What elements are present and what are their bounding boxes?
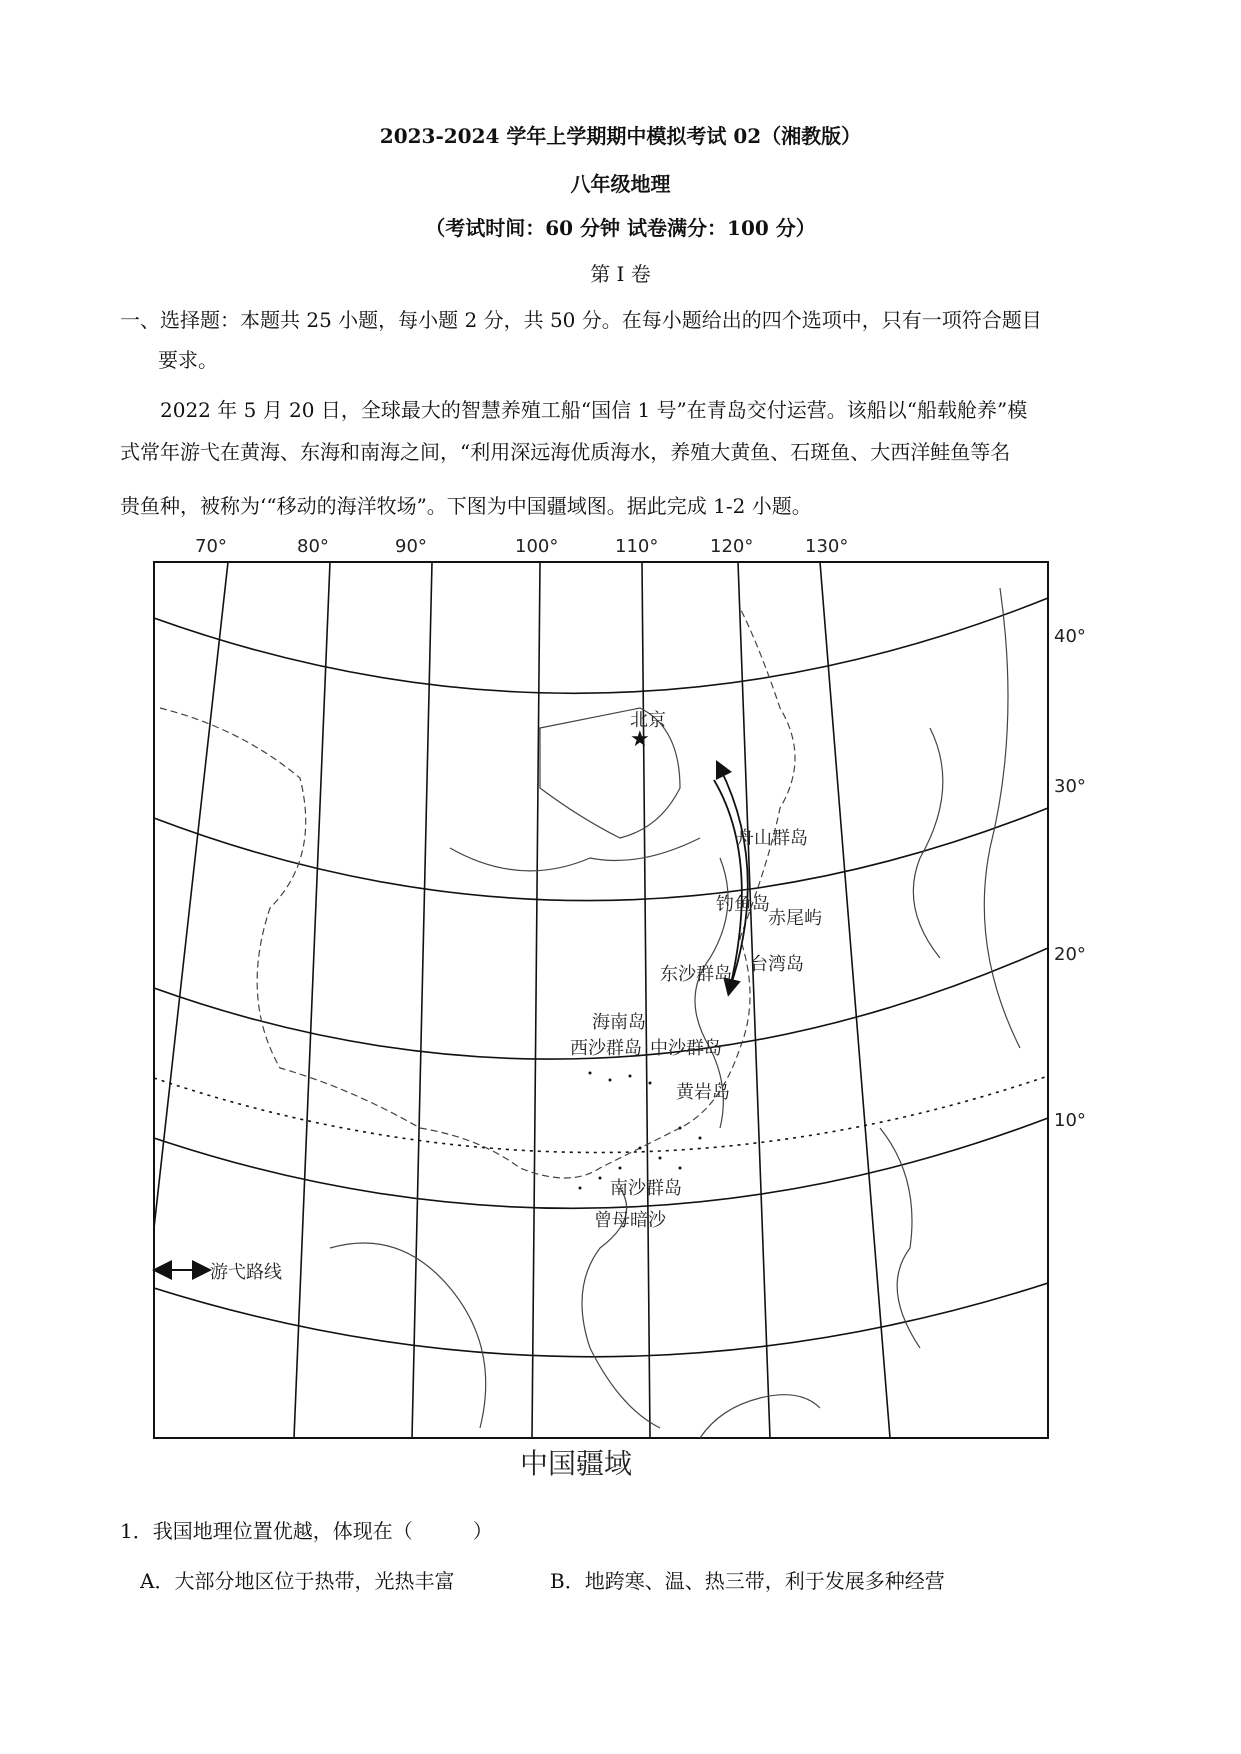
lon-label-80: 80° bbox=[297, 536, 329, 557]
lat-label-30: 30° bbox=[1054, 776, 1086, 797]
japan-coast bbox=[984, 588, 1020, 1048]
label-diaoyu: 钓鱼岛 bbox=[716, 894, 770, 915]
question-1-stem: 1．我国地理位置优越，体现在（ ） bbox=[120, 1519, 493, 1543]
parallel-10 bbox=[154, 1283, 1048, 1357]
instruction-line-1: 一、选择题：本题共 25 小题，每小题 2 分，共 50 分。在每小题给出的四个选项中，只有一项符合题目 bbox=[120, 308, 1042, 332]
meridian-90 bbox=[412, 562, 432, 1438]
lat-label-10: 10° bbox=[1054, 1110, 1086, 1131]
exam-title: 2023-2024 学年上学期期中模拟考试 02（湘教版） bbox=[379, 124, 862, 148]
meridian-80 bbox=[294, 562, 330, 1438]
map-legend bbox=[162, 1262, 282, 1283]
map-svg bbox=[120, 528, 1086, 1480]
borneo-coast bbox=[700, 1395, 820, 1438]
china-territory-map bbox=[120, 528, 1086, 1480]
question-1-option-a[interactable]: A．大部分地区位于热带，光热丰富 bbox=[140, 1569, 455, 1593]
label-dongsha: 东沙群岛 bbox=[660, 964, 732, 985]
volume-label: 第 I 卷 bbox=[590, 262, 651, 286]
beijing-star-icon: ★ bbox=[630, 727, 650, 752]
lon-label-120: 120° bbox=[710, 536, 754, 557]
lon-label-110: 110° bbox=[615, 536, 659, 557]
label-zhoushan: 舟山群岛 bbox=[736, 828, 808, 849]
label-xisha: 西沙群岛 bbox=[570, 1038, 642, 1059]
question-1-option-b[interactable]: B．地跨寒、温、热三带，利于发展多种经营 bbox=[550, 1569, 945, 1593]
label-nansha: 南沙群岛 bbox=[610, 1178, 682, 1199]
indian-coast bbox=[330, 1243, 486, 1428]
lat-label-20: 20° bbox=[1054, 944, 1086, 965]
label-huangyan: 黄岩岛 bbox=[676, 1082, 730, 1103]
label-zhongsha: 中沙群岛 bbox=[650, 1038, 722, 1059]
tropic-of-cancer bbox=[154, 1076, 1048, 1153]
lon-label-100: 100° bbox=[515, 536, 559, 557]
exam-meta: （考试时间：60 分钟 试卷满分：100 分） bbox=[425, 216, 816, 240]
lon-label-130: 130° bbox=[805, 536, 849, 557]
label-chiwei: 赤尾屿 bbox=[768, 908, 822, 929]
exam-subject: 八年级地理 bbox=[570, 172, 671, 196]
passage-line-1: 2022 年 5 月 20 日，全球最大的智慧养殖工船“国信 1 号”在青岛交付运营。该船以“船载舱养”模 bbox=[160, 398, 1028, 422]
label-zengmu: 曾母暗沙 bbox=[594, 1210, 666, 1231]
korea-japan-coast bbox=[913, 728, 943, 958]
parallel-20 bbox=[154, 1118, 1048, 1208]
legend-label: 游弋路线 bbox=[210, 1262, 282, 1283]
label-taiwan: 台湾岛 bbox=[750, 954, 804, 975]
yangtze-river bbox=[450, 838, 700, 871]
parallel-50 bbox=[154, 598, 1048, 693]
meridian-120 bbox=[738, 562, 770, 1438]
passage-line-2: 式常年游弋在黄海、东海和南海之间，“利用深远海优质海水，养殖大黄鱼、石斑鱼、大西洋鲑鱼等名 bbox=[120, 440, 1011, 464]
meridian-70 bbox=[154, 562, 228, 1228]
label-hainan: 海南岛 bbox=[592, 1012, 646, 1033]
passage-line-3: 贵鱼种，被称为‘“移动的海洋牧场”。下图为中国疆域图。据此完成 1-2 小题。 bbox=[120, 494, 812, 518]
meridian-110 bbox=[642, 562, 650, 1438]
lon-label-90: 90° bbox=[395, 536, 427, 557]
label-beijing: 北京 bbox=[630, 710, 666, 731]
map-caption: 中国疆域 bbox=[520, 1447, 633, 1480]
meridian-130 bbox=[820, 562, 890, 1438]
instruction-line-2: 要求。 bbox=[158, 348, 218, 372]
lat-label-40: 40° bbox=[1054, 626, 1086, 647]
lon-label-70: 70° bbox=[195, 536, 227, 557]
